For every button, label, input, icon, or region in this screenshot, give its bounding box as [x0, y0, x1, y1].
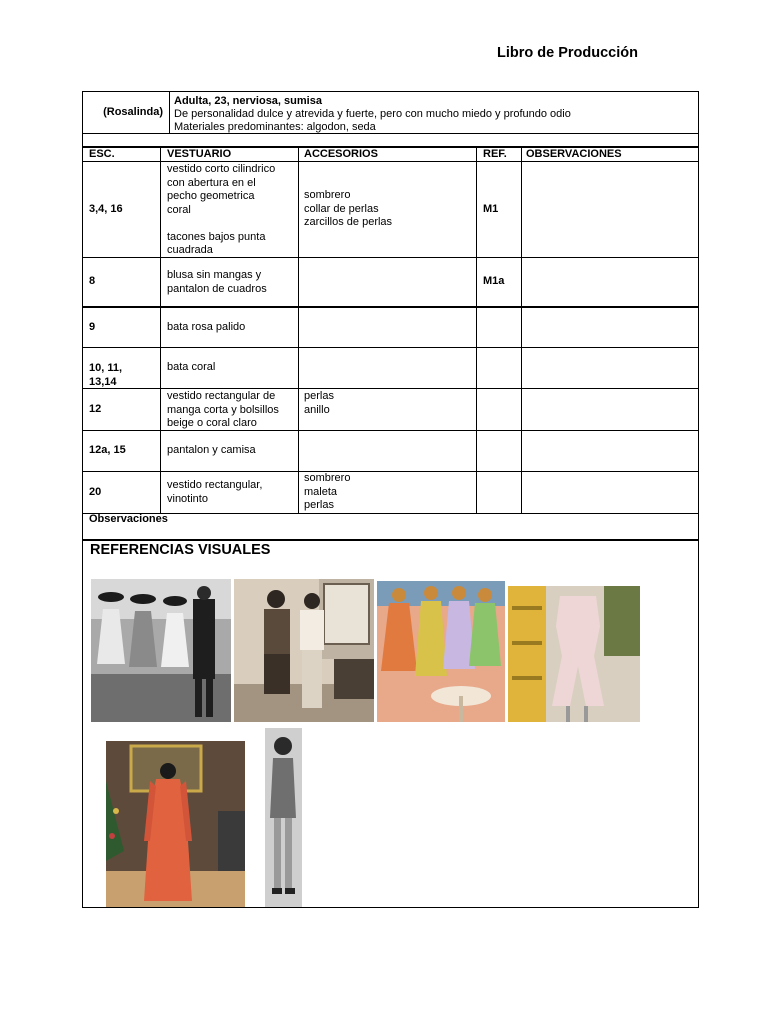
divider: [83, 513, 698, 514]
row-ref: M1: [483, 202, 499, 215]
row-esc: 9: [89, 320, 96, 333]
photo-woman-bw: [265, 728, 302, 907]
row-accesorios: perlas anillo: [304, 390, 334, 416]
column-line: [298, 147, 299, 513]
row-accesorios: sombrero collar de perlas zarcillos de perlas: [304, 189, 393, 229]
row-esc: 3,4, 16: [89, 202, 123, 215]
row-vestuario: pantalon y camisa: [167, 444, 256, 457]
document-title: Libro de Producción: [497, 45, 638, 61]
divider: [83, 133, 698, 134]
row-vestuario: vestido rectangular, vinotinto: [167, 479, 263, 505]
header-ref: REF.: [483, 148, 507, 160]
divider: [169, 92, 170, 133]
character-name: (Rosalinda): [103, 105, 163, 118]
header-observaciones: OBSERVACIONES: [526, 148, 622, 160]
row-vestuario: blusa sin mangas y pantalon de cuadros: [167, 269, 267, 295]
row-vestuario: vestido corto cilindrico con abertura en el pecho geometrica coral tacones bajos punta cuadrada: [167, 163, 276, 256]
row-vestuario: vestido rectangular de manga corta y bolsillos beige o coral claro: [167, 390, 279, 429]
observaciones-label: Observaciones: [89, 513, 168, 525]
row-ref: M1a: [483, 275, 505, 288]
row-esc: 12a, 15: [89, 444, 126, 457]
row-esc: 8: [89, 275, 96, 288]
character-personality: De personalidad dulce y atrevida y fuerte, pero con mucho miedo y profundo odio: [174, 108, 571, 120]
character-materials: Materiales predominantes: algodon, seda: [174, 121, 376, 133]
divider: [83, 388, 698, 389]
column-line: [160, 147, 161, 513]
row-vestuario: bata coral: [167, 361, 216, 374]
character-summary: Adulta, 23, nerviosa, sumisa: [174, 95, 322, 107]
header-vestuario: VESTUARIO: [167, 148, 232, 160]
photo-two-women: [234, 579, 374, 722]
row-esc: 12: [89, 402, 102, 415]
photo-pink-jumpsuit: [508, 586, 640, 722]
row-esc: 10, 11, 13,14: [89, 362, 123, 388]
production-sheet: [82, 91, 699, 908]
header-accesorios: ACCESORIOS: [304, 148, 378, 160]
photo-models-hats: [91, 579, 231, 722]
photo-four-dresses: [377, 581, 505, 722]
references-title: REFERENCIAS VISUALES: [90, 542, 271, 558]
row-esc: 20: [89, 485, 102, 498]
divider: [83, 539, 698, 541]
column-line: [521, 147, 522, 513]
divider: [83, 257, 698, 258]
column-line: [476, 147, 477, 513]
row-accesorios: sombrero maleta perlas: [304, 472, 351, 511]
row-vestuario: bata rosa palido: [167, 320, 246, 333]
photo-coral-gown: [106, 741, 245, 907]
header-esc: ESC.: [89, 148, 115, 160]
